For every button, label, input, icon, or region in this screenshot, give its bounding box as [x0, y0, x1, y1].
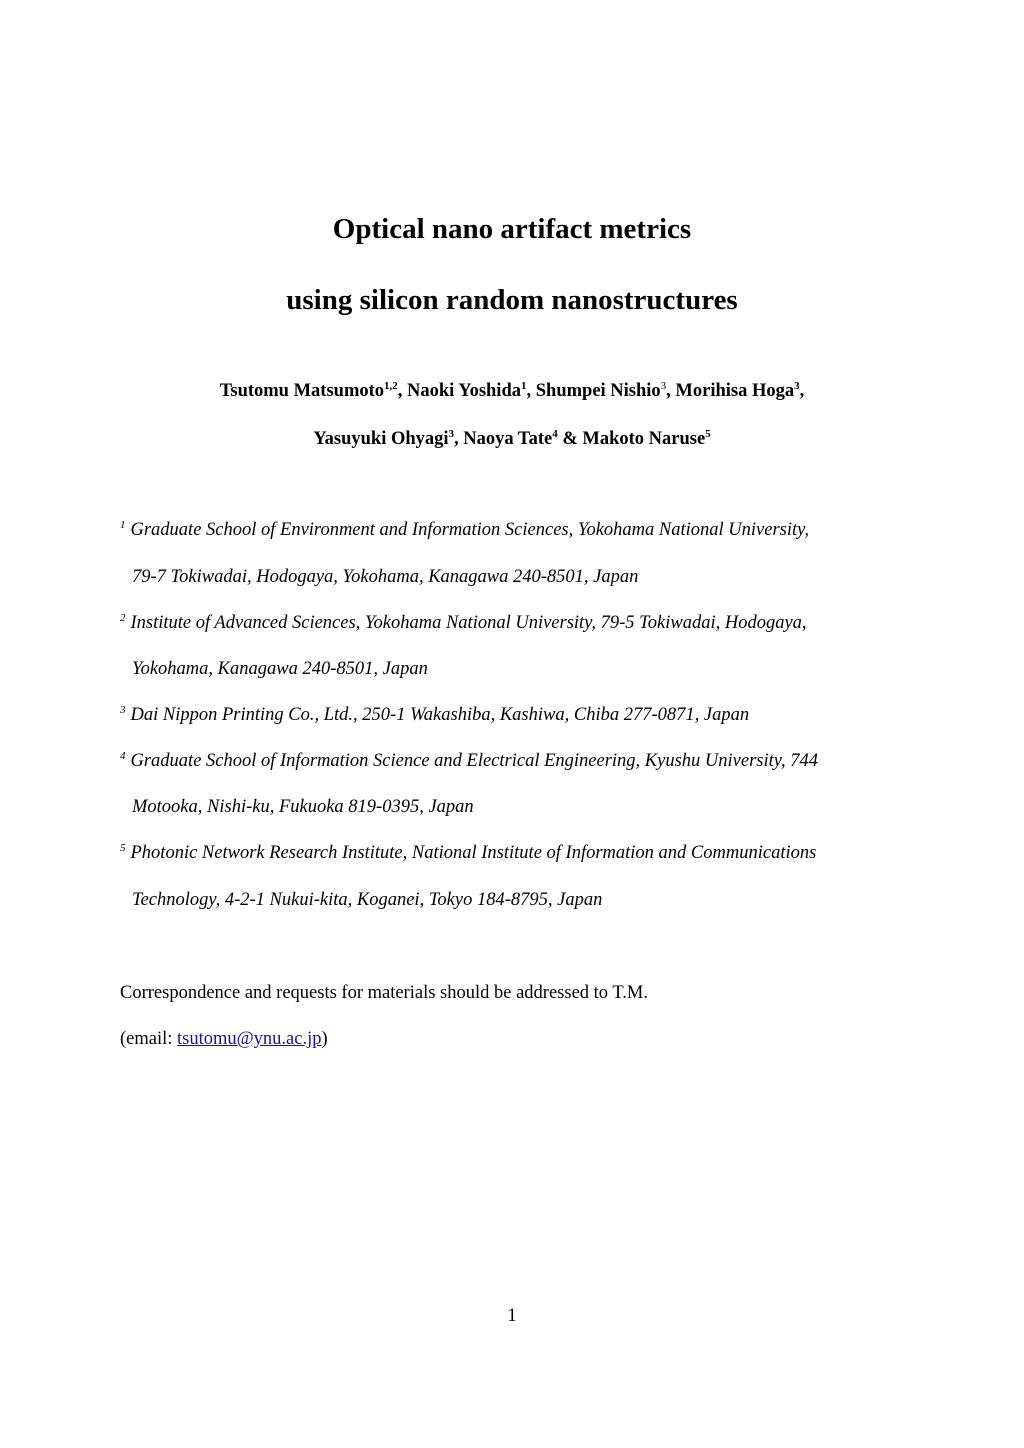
author-name: Naoki Yoshida	[407, 381, 521, 401]
author-separator: &	[557, 429, 583, 449]
affiliation-2	[120, 611, 910, 635]
page-number: 1	[507, 1306, 517, 1326]
affiliation-4	[120, 749, 910, 773]
affiliation-number: 2	[120, 612, 126, 624]
author-list-line-1	[0, 379, 1024, 403]
author-affiliation-mark: 1	[521, 380, 527, 392]
email-prefix: (email:	[120, 1029, 178, 1049]
affiliation-number: 1	[120, 519, 126, 531]
author-affiliation-mark: 3	[794, 380, 800, 392]
affiliation-text: Photonic Network Research Institute, National Institute of Information and Communications	[130, 843, 817, 863]
paper-title-line-2: using silicon random nanostructures	[286, 284, 738, 316]
author-separator: ,	[799, 381, 805, 401]
affiliation-number: 3	[120, 704, 126, 716]
author-name: Morihisa Hoga	[675, 381, 795, 401]
author-affiliation-mark: 3	[660, 380, 667, 392]
email-link[interactable]: tsutomu@ynu.ac.jp	[177, 1029, 322, 1049]
author-separator: ,	[454, 429, 464, 449]
correspondence-email-line	[120, 1027, 328, 1051]
author-affiliation-mark: 3	[448, 428, 455, 440]
author-affiliation-mark: 4	[552, 428, 558, 440]
email-suffix: )	[321, 1029, 328, 1049]
affiliation-5-continued: Technology, 4-2-1 Nukui-kita, Koganei, Tokyo 184-8795, Japan	[132, 890, 603, 910]
affiliation-number: 4	[120, 750, 126, 762]
author-separator: ,	[397, 381, 408, 401]
author-affiliation-mark: 5	[705, 428, 711, 440]
author-name: Shumpei Nishio	[535, 381, 661, 401]
affiliation-3	[120, 703, 910, 727]
affiliation-number: 5	[120, 842, 126, 854]
affiliation-1	[120, 518, 910, 542]
affiliation-4-continued: Motooka, Nishi-ku, Fukuoka 819-0395, Japan	[132, 797, 474, 817]
affiliation-text: Graduate School of Environment and Information Sciences, Yokohama National University,	[130, 520, 809, 540]
author-name: Makoto Naruse	[582, 429, 706, 449]
affiliation-2-continued: Yokohama, Kanagawa 240-8501, Japan	[132, 659, 428, 679]
author-name: Yasuyuki Ohyagi	[313, 429, 449, 449]
paper-title-line-1: Optical nano artifact metrics	[332, 213, 692, 245]
author-affiliation-mark: 1,2	[384, 380, 398, 392]
correspondence-text: Correspondence and requests for materials should be addressed to T.M.	[120, 983, 648, 1003]
affiliation-1-continued: 79-7 Tokiwadai, Hodogaya, Yokohama, Kanagawa 240-8501, Japan	[132, 567, 639, 587]
author-list-line-2	[0, 427, 1024, 451]
author-name: Tsutomu Matsumoto	[219, 381, 385, 401]
affiliation-text: Institute of Advanced Sciences, Yokohama National University, 79-5 Tokiwadai, Hodogaya,	[130, 613, 807, 633]
author-name: Naoya Tate	[463, 429, 553, 449]
author-separator: ,	[526, 381, 536, 401]
affiliation-text: Dai Nippon Printing Co., Ltd., 250-1 Wakashiba, Kashiwa, Chiba 277-0871, Japan	[130, 705, 750, 725]
author-separator: ,	[666, 381, 676, 401]
affiliation-5	[120, 841, 910, 865]
affiliation-text: Graduate School of Information Science and Electrical Engineering, Kyushu University, 744	[130, 751, 818, 771]
